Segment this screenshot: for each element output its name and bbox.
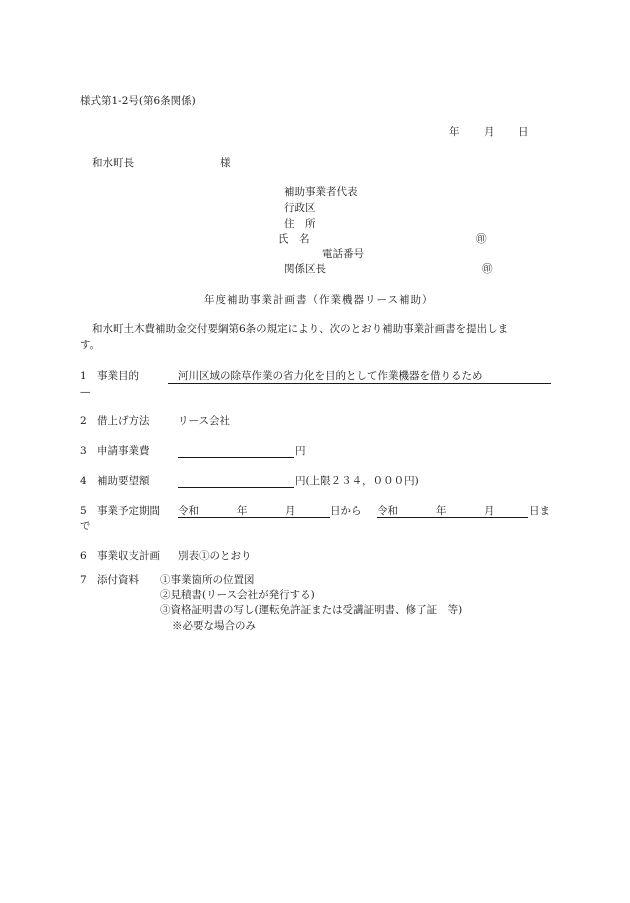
item-5-year-2: 年 bbox=[436, 505, 447, 517]
item-4-unit: 円(上限２３４，０００円) bbox=[295, 475, 419, 487]
attachment-item: ③資格証明書の写し(運転免許証または受講証明書、修了証 等) bbox=[160, 604, 463, 616]
item-7-number: 7 bbox=[80, 574, 87, 586]
applicant-address: 住 所 bbox=[284, 218, 316, 230]
item-2-value: リース会社 bbox=[178, 415, 230, 427]
item-3-number: 3 bbox=[80, 445, 87, 457]
item-1-wrap: — bbox=[80, 386, 91, 398]
item-4-label: 補助要望額 bbox=[97, 475, 150, 487]
date-day: 日 bbox=[518, 126, 529, 138]
applicant-phone: 電話番号 bbox=[322, 248, 364, 260]
item-5-month-1: 月 bbox=[285, 505, 296, 517]
form-number: 様式第1-2号(第6条関係) bbox=[80, 95, 196, 107]
attachment-item: ②見積書(リース会社が発行する) bbox=[160, 589, 315, 601]
intro-line-1: 和水町土木費補助金交付要綱第6条の規定により、次のとおり補助事業計画書を提出しま bbox=[92, 323, 509, 335]
item-5-end-line bbox=[377, 517, 528, 518]
item-2-number: 2 bbox=[80, 415, 87, 427]
item-3-unit: 円 bbox=[295, 445, 306, 457]
item-5-start-line bbox=[178, 517, 330, 518]
item-3-blank-line bbox=[178, 457, 294, 458]
item-5-number: 5 bbox=[80, 505, 87, 517]
item-3-label: 申請事業費 bbox=[97, 445, 150, 457]
intro-line-2: す。 bbox=[80, 339, 101, 351]
item-5-era-2: 令和 bbox=[377, 505, 398, 517]
item-5-from: 日から bbox=[330, 505, 362, 517]
item-2-label: 借上げ方法 bbox=[97, 415, 150, 427]
date-year: 年 bbox=[449, 126, 460, 138]
applicant-chief: 関係区長 bbox=[284, 263, 326, 275]
addressee-honorific: 様 bbox=[220, 157, 231, 169]
applicant-chief-seal: ㊞ bbox=[482, 263, 493, 275]
item-5-year-1: 年 bbox=[237, 505, 248, 517]
item-1-value: 河川区域の除草作業の省力化を目的として作業機器を借りるため bbox=[178, 370, 483, 382]
applicant-representative: 補助事業者代表 bbox=[284, 186, 358, 198]
item-1-underline bbox=[168, 383, 551, 384]
item-5-day-2: 日ま bbox=[529, 505, 550, 517]
item-5-label: 事業予定期間 bbox=[97, 505, 160, 517]
item-6-label: 事業収支計画 bbox=[97, 550, 160, 562]
item-4-blank-line bbox=[178, 487, 294, 488]
applicant-name: 氏 名 bbox=[278, 233, 310, 245]
item-4-number: 4 bbox=[80, 475, 87, 487]
date-month: 月 bbox=[484, 126, 495, 138]
document-title: 年度補助事業計画書（作業機器リース補助） bbox=[204, 294, 434, 306]
item-6-number: 6 bbox=[80, 550, 87, 562]
addressee-name: 和水町長 bbox=[92, 157, 134, 169]
applicant-district: 行政区 bbox=[284, 202, 316, 214]
item-7-label: 添付資料 bbox=[97, 574, 139, 586]
item-6-value: 別表①のとおり bbox=[178, 550, 252, 562]
attachment-note: ※必要な場合のみ bbox=[172, 620, 256, 632]
item-1-label: 事業目的 bbox=[97, 370, 139, 382]
item-5-month-2: 月 bbox=[484, 505, 495, 517]
item-5-era-1: 令和 bbox=[178, 505, 199, 517]
item-1-number: 1 bbox=[80, 370, 87, 382]
applicant-name-seal: ㊞ bbox=[476, 233, 487, 245]
item-5-wrap: で bbox=[80, 520, 91, 532]
attachment-item: ①事業箇所の位置図 bbox=[160, 574, 255, 586]
